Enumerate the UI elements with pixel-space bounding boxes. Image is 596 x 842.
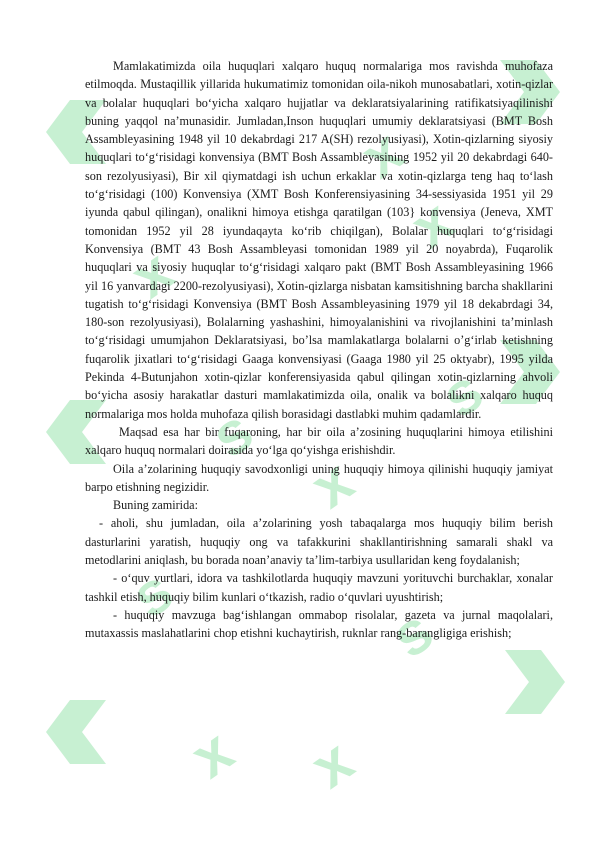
watermark-letter: s xyxy=(429,356,495,431)
list-item-publications: - huquqiy mavzuga bag‘ishlangan ommabop risolalar, gazeta va jurnal maqolalari, mutaxassis maslahatlarini chop etishni kuchaytirish, ruknlar rang-barangligiga erishish; xyxy=(85,607,553,641)
watermark-letter: x xyxy=(119,236,185,311)
watermark-chevron-right-bottom xyxy=(505,650,565,714)
paragraph-list-intro: Buning zamirida: xyxy=(113,498,198,513)
watermark-letter: s xyxy=(119,556,185,631)
watermark-letter: x xyxy=(349,116,415,191)
list-item-corners: - o‘quv yurtlari, idora va tashkilotlarda huquqiy mavzuni yorituvchi burchaklar, xonalar tashkil etish, huquqiy bilim kunlari o‘tkazish, radio o‘quvlari uyushtirish; xyxy=(85,571,553,604)
watermark-letter: s xyxy=(379,596,445,671)
watermark-letter: x xyxy=(179,716,245,791)
list-item-programs: - aholi, shu jumladan, oila a’zolarining yosh tabaqalarga mos huquqiy bilim berish dasturlarini yaratish, huquqiy ong va tafakkurini shakllantirishning samarali shakl va metodlarini aniqlash, bu borada noan’anaviy ta’lim-tarbiya usullaridan keng foydalanish; xyxy=(85,516,553,568)
document-body xyxy=(85,57,553,643)
paragraph-literacy: Oila a’zolarining huquqiy savodxonligi uning huquqiy himoya qilinishi huquqiy jamiyat barpo etishning negizidir. xyxy=(85,461,553,494)
paragraph-intro: Mamlakatimizda oila huquqlari xalqaro huquq normalariga mos ravishda muhofaza etilmoqda. Mustaqillik yillarida hukumatimiz tomonidan oila-nikoh munosabatlari, xotin-qizlar va bolalar huquqlari bo‘yicha xalqaro hujjatlar va deklaratsiyalarining ratifikatsiyaqilinishi buning yaqqol na’munasidir. Jumladan,Inson huquqlari umumiy deklaratsiyasi (BMT Bosh Assambleyasining 1948 yil 10 dekabrdagi 217 A(SH) rezolyusiyasi), Xotin-qizlarning siyosiy huquqlari to‘g‘risidagi konvensiya (BMT Bosh Assambleyasining 1952 yil 20 dekabrdagi 640-son rezolyusiyasi), Bir xil qiymatdagi ish uchun erkaklar va xotin-qizlarga teng haq to‘lash to‘g‘risidagi (100) Konvensiya (XMT Bosh Konferensiyasining 34-sessiyasida 1951 yil 29 iyunda qabul qilingan), onalikni himoya etishga qaratilgan (103} konvensiya (Jeneva, XMT tomonidan 1952 yil 28 iyundaqayta ko‘rib chiqilgan), Bolalar huquqlari to‘g‘risidagi Konvensiya (BMT 43 Bosh Assambleyasi tomonidan 1989 yil 20 noyabrda), Fuqarolik huquqlari va siyosiy huquqlar to‘g‘risidagi xalqaro pakt (BMT Bosh Assambleyasining 1966 yil 16 yanvardagi 2200-rezolyusiyasi), Xotin-qizlarga nisbatan kamsitishning barcha shakllarini tugatish to‘g‘risidagi Konvensiya (BMT Bosh Assambleyasining 1979 yil 18 dekabrdagi 34, 180-son rezolyusiyasi), Bolalarning yashashini, himoyalanishini va rivojlanishini ta’minlash to‘g‘risidagi umumjahon Deklaratsiyasi, bo’lsa mamlakatlarga bolalarni o’g‘irlab ketishning fuqarolik jixatlari to‘g‘risidagi Gaaga konvensiyasi (Gaaga 1980 yil 25 oktyabr), 1995 yilda Pekinda 4-Butunjahon xotin-qizlar konferensiyasida qabul qilingan xotin-qizlarning ahvoli bo‘yicha asosiy harakatlar dasturi mamlakatimizda oila, onalik va bolalikni xalqaro huquq normalariga mos holda muhofaza qilish borasidagi dastlabki muhim qadamlardir. xyxy=(85,59,553,421)
watermark-letter: s xyxy=(199,396,265,471)
paragraph-goal: Maqsad esa har bir fuqaroning, har bir oila a’zosining huquqlarini himoya etilishini xalqaro huquq normalari doirasida yo‘lga qo‘yishga erishishdir. xyxy=(85,424,553,458)
watermark-letter: x xyxy=(299,726,365,801)
watermark-letter: x xyxy=(399,186,465,261)
watermark-letter: x xyxy=(299,446,365,521)
watermark-chevron-left-bottom xyxy=(46,700,106,764)
